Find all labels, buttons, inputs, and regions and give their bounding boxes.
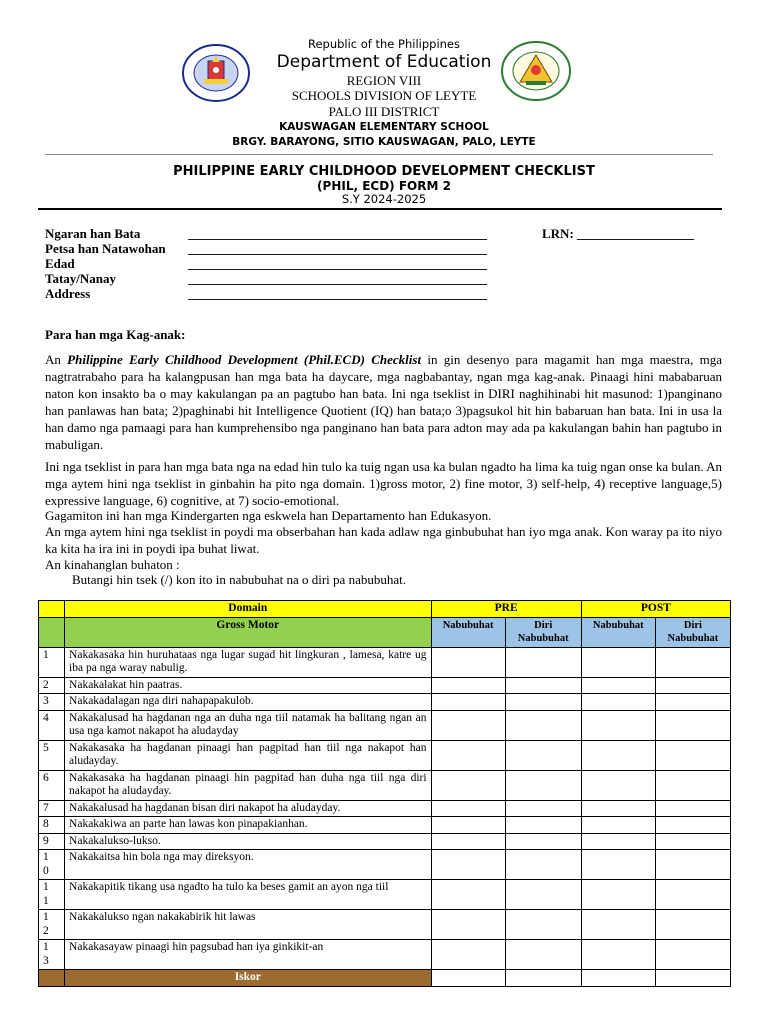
post-done-cell[interactable] bbox=[581, 710, 655, 740]
pre-done-cell[interactable] bbox=[431, 740, 505, 770]
row-number: 6 bbox=[39, 770, 65, 800]
score-post-done[interactable] bbox=[581, 970, 655, 987]
row-item-text: Nakakasaka ha hagdanan pinaagi hin pagpitad han duha nga tiil nga diri nakapot ha aludayday. bbox=[65, 770, 432, 800]
republic-text: Republic of the Philippines bbox=[307, 37, 461, 51]
intro-p1-emphasis: Philippine Early Childhood Development (Phil.ECD) Checklist bbox=[67, 352, 422, 367]
parent-blank[interactable]: ______________________________________________ bbox=[188, 271, 487, 286]
post-not-done-cell[interactable] bbox=[655, 800, 730, 817]
header-divider bbox=[45, 154, 713, 155]
age-blank[interactable]: ______________________________________________ bbox=[188, 256, 487, 271]
pre-not-done-cell[interactable] bbox=[505, 910, 581, 940]
table-row bbox=[39, 677, 731, 694]
parent-field bbox=[45, 271, 487, 287]
row-number: 13 bbox=[39, 940, 65, 970]
pre-done-cell[interactable] bbox=[431, 694, 505, 711]
pre-not-done-cell[interactable] bbox=[505, 694, 581, 711]
school-address: BRGY. BARAYONG, SITIO KAUSWAGAN, PALO, LEYTE bbox=[232, 136, 536, 148]
row-number: 4 bbox=[39, 710, 65, 740]
score-post-not-done[interactable] bbox=[655, 970, 730, 987]
lrn-field bbox=[542, 226, 694, 242]
header-blank-cell bbox=[39, 601, 65, 618]
row-item-text: Nakakalusad ha hagdanan nga an duha nga tiil natamak ha balitang ngan an usa nga kamot nakapot ha aludayday bbox=[65, 710, 432, 740]
intro-paragraph-4: An mga aytem hini nga tseklist in poydi ma obserbahan han kada adlaw nga ginbubuhat han iyo mga anak. Kon waray pa ito niyo ka kita ha ira ini in poydi ipa buhat liwat. bbox=[45, 524, 722, 556]
post-done-cell[interactable] bbox=[581, 740, 655, 770]
table-row bbox=[39, 770, 731, 800]
region-text: REGION VIII bbox=[346, 73, 422, 88]
table-row bbox=[39, 880, 731, 910]
address-blank[interactable]: ______________________________________________ bbox=[188, 286, 487, 301]
post-not-done-cell[interactable] bbox=[655, 910, 730, 940]
post-done-cell[interactable] bbox=[581, 880, 655, 910]
post-not-done-cell[interactable] bbox=[655, 817, 730, 834]
intro-p1-start: An bbox=[45, 352, 68, 367]
intro-paragraph-2: Ini nga tseklist in para han mga bata nga na edad hin tulo ka tuig ngan usa ka bulan ngadto ha lima ka tuig ngan onse ka bulan. An mga aytem hini nga tseklist in ginbahin ha pito nga domain. 1)gross motor, 2) fine motor, 3) self-help, 4) receptive language,5) expressive language, 6) cognitive, at 7) socio-emotional. bbox=[45, 459, 722, 508]
division-text: SCHOOLS DIVISION OF LEYTE bbox=[291, 88, 477, 103]
post-done-cell[interactable] bbox=[581, 694, 655, 711]
row-number: 3 bbox=[39, 694, 65, 711]
score-pre-done[interactable] bbox=[431, 970, 505, 987]
table-row bbox=[39, 710, 731, 740]
table-row bbox=[39, 850, 731, 880]
pre-not-done-cell[interactable] bbox=[505, 850, 581, 880]
row-number: 12 bbox=[39, 910, 65, 940]
post-done-cell[interactable] bbox=[581, 677, 655, 694]
name-blank[interactable]: ______________________________________________ bbox=[188, 226, 487, 241]
table-row bbox=[39, 940, 731, 970]
birth-blank[interactable]: ______________________________________________ bbox=[188, 241, 487, 256]
post-not-done-cell[interactable] bbox=[655, 647, 730, 677]
score-label: Iskor bbox=[65, 970, 432, 987]
row-number: 8 bbox=[39, 817, 65, 834]
address-field bbox=[45, 286, 487, 302]
pre-not-done-cell[interactable] bbox=[505, 647, 581, 677]
post-not-done-cell[interactable] bbox=[655, 740, 730, 770]
pre-not-done-cell[interactable] bbox=[505, 800, 581, 817]
table-row bbox=[39, 817, 731, 834]
age-field bbox=[45, 256, 487, 272]
post-not-done-header: Diri Nabubuhat bbox=[655, 617, 730, 647]
row-item-text: Nakakadalagan nga diri nahapapakulob. bbox=[65, 694, 432, 711]
pre-done-cell[interactable] bbox=[431, 647, 505, 677]
pre-not-done-cell[interactable] bbox=[505, 833, 581, 850]
post-not-done-cell[interactable] bbox=[655, 770, 730, 800]
pre-done-cell[interactable] bbox=[431, 677, 505, 694]
intro-heading: Para han mga Kag-anak: bbox=[45, 327, 186, 342]
department-title: Department of Education bbox=[276, 52, 492, 72]
name-label: Ngaran han Bata bbox=[45, 226, 141, 241]
row-item-text: Nakakalakat hin paatras. bbox=[65, 677, 432, 694]
post-not-done-cell[interactable] bbox=[655, 694, 730, 711]
row-number: 7 bbox=[39, 800, 65, 817]
pre-not-done-cell[interactable] bbox=[505, 940, 581, 970]
row-number: 1 bbox=[39, 647, 65, 677]
lrn-blank[interactable]: __________________ bbox=[577, 226, 695, 241]
pre-done-header: Nabubuhat bbox=[431, 617, 505, 647]
lrn-label: LRN: bbox=[542, 226, 574, 241]
pre-header: PRE bbox=[431, 601, 581, 618]
post-done-header: Nabubuhat bbox=[581, 617, 655, 647]
checklist-rows bbox=[39, 647, 731, 970]
pre-done-cell[interactable] bbox=[431, 710, 505, 740]
pre-done-cell[interactable] bbox=[431, 833, 505, 850]
pre-done-cell[interactable] bbox=[431, 800, 505, 817]
subheader-blank-cell bbox=[39, 617, 65, 647]
post-done-cell[interactable] bbox=[581, 910, 655, 940]
row-item-text: Nakakasayaw pinaagi hin pagsubad han iya ginkikit-an bbox=[65, 940, 432, 970]
pre-not-done-cell[interactable] bbox=[505, 677, 581, 694]
domain-header: Domain bbox=[65, 601, 432, 618]
row-item-text: Nakakaitsa hin bola nga may direksyon. bbox=[65, 850, 432, 880]
row-item-text: Nakakakiwa an parte han lawas kon pinapakianhan. bbox=[65, 817, 432, 834]
row-number: 10 bbox=[39, 850, 65, 880]
row-item-text: Nakakasaka ha hagdanan pinaagi han pagpitad han tiil nga nakapot han aludayday. bbox=[65, 740, 432, 770]
post-not-done-cell[interactable] bbox=[655, 880, 730, 910]
intro-p1-rest: in gin desenyo para magamit han mga maestra, mga nagtratrabaho para ha kalangpusan han mga bata ha daycare, mga nagbabantay, ngan mga kag-anak. Pinaagi hini mababaruan naton kon insakto ba o may kakulangan pa an pagtubo han bata. Ini nga tseklist in DIRI naghihinabi hit masunod: 1)panginano han panlawas han bata; 2)paghinabi hit Intelligence Quotient (IQ) han bata;o 3)pagsukol hit hin babaruan han bata. Ini in usa la han damo nga pamaagi para han kumprehensibo nga panginano han bata para adton may ada pa kakulangan bahin han pagtubo in mabuligan. bbox=[45, 352, 722, 452]
post-done-cell[interactable] bbox=[581, 850, 655, 880]
row-item-text: Nakakalukso-lukso. bbox=[65, 833, 432, 850]
table-row bbox=[39, 800, 731, 817]
pre-done-cell[interactable] bbox=[431, 880, 505, 910]
post-header: POST bbox=[581, 601, 730, 618]
pre-done-cell[interactable] bbox=[431, 817, 505, 834]
row-number: 2 bbox=[39, 677, 65, 694]
pre-not-done-cell[interactable] bbox=[505, 710, 581, 740]
pre-not-done-cell[interactable] bbox=[505, 880, 581, 910]
intro-paragraph-3: Gagamiton ini han mga Kindergarten nga eskwela han Departamento han Edukasyon. bbox=[45, 508, 492, 523]
row-number: 9 bbox=[39, 833, 65, 850]
score-blank-cell bbox=[39, 970, 65, 987]
post-not-done-cell[interactable] bbox=[655, 833, 730, 850]
table-header-row bbox=[39, 601, 731, 618]
row-item-text: Nakakalusad ha hagdanan bisan diri nakapot ha aludayday. bbox=[65, 800, 432, 817]
row-number: 5 bbox=[39, 740, 65, 770]
age-label: Edad bbox=[45, 256, 75, 271]
table-row bbox=[39, 910, 731, 940]
row-item-text: Nakakasaka hin huruhataas nga lugar sugad hit lingkuran , lamesa, katre ug iba pa nga waray nabulig. bbox=[65, 647, 432, 677]
intro-paragraph-5: An kinahanglan buhaton : bbox=[45, 557, 180, 572]
table-row bbox=[39, 694, 731, 711]
checklist-table bbox=[38, 600, 731, 987]
pre-done-cell[interactable] bbox=[431, 770, 505, 800]
school-year: S.Y 2024-2025 bbox=[341, 192, 427, 206]
row-item-text: Nakakalukso ngan nakakabirik hit lawas bbox=[65, 910, 432, 940]
pre-not-done-cell[interactable] bbox=[505, 740, 581, 770]
table-subheader-row bbox=[39, 617, 731, 647]
score-row bbox=[39, 970, 731, 987]
name-field bbox=[45, 226, 487, 242]
district-text: PALO III DISTRICT bbox=[328, 104, 440, 119]
form-title: PHILIPPINE EARLY CHILDHOOD DEVELOPMENT CHECKLIST bbox=[173, 164, 595, 179]
school-name: KAUSWAGAN ELEMENTARY SCHOOL bbox=[279, 121, 489, 133]
domain-name: Gross Motor bbox=[65, 617, 432, 647]
pre-not-done-cell[interactable] bbox=[505, 817, 581, 834]
birth-label: Petsa han Natawohan bbox=[45, 241, 166, 256]
form-subtitle: (PHIL, ECD) FORM 2 bbox=[317, 179, 451, 193]
table-row bbox=[39, 647, 731, 677]
post-done-cell[interactable] bbox=[581, 800, 655, 817]
table-row bbox=[39, 833, 731, 850]
birth-field bbox=[45, 241, 487, 257]
post-not-done-cell[interactable] bbox=[655, 677, 730, 694]
post-done-cell[interactable] bbox=[581, 817, 655, 834]
pre-not-done-header: Diri Nabubuhat bbox=[505, 617, 581, 647]
title-divider bbox=[38, 208, 722, 210]
post-done-cell[interactable] bbox=[581, 833, 655, 850]
score-pre-not-done[interactable] bbox=[505, 970, 581, 987]
table-row bbox=[39, 740, 731, 770]
intro-instruction: Butangi hin tsek (/) kon ito in nabubuhat na o diri pa nabubuhat. bbox=[72, 572, 406, 587]
post-done-cell[interactable] bbox=[581, 770, 655, 800]
post-not-done-cell[interactable] bbox=[655, 940, 730, 970]
row-item-text: Nakakapitik tikang usa ngadto ha tulo ka beses gamit an ayon nga tiil bbox=[65, 880, 432, 910]
intro-paragraph-1 bbox=[45, 351, 722, 453]
address-label: Address bbox=[45, 286, 91, 301]
post-done-cell[interactable] bbox=[581, 647, 655, 677]
parent-label: Tatay/Nanay bbox=[45, 271, 117, 286]
pre-not-done-cell[interactable] bbox=[505, 770, 581, 800]
pre-done-cell[interactable] bbox=[431, 910, 505, 940]
post-done-cell[interactable] bbox=[581, 940, 655, 970]
post-not-done-cell[interactable] bbox=[655, 710, 730, 740]
row-number: 11 bbox=[39, 880, 65, 910]
pre-done-cell[interactable] bbox=[431, 940, 505, 970]
post-not-done-cell[interactable] bbox=[655, 850, 730, 880]
pre-done-cell[interactable] bbox=[431, 850, 505, 880]
